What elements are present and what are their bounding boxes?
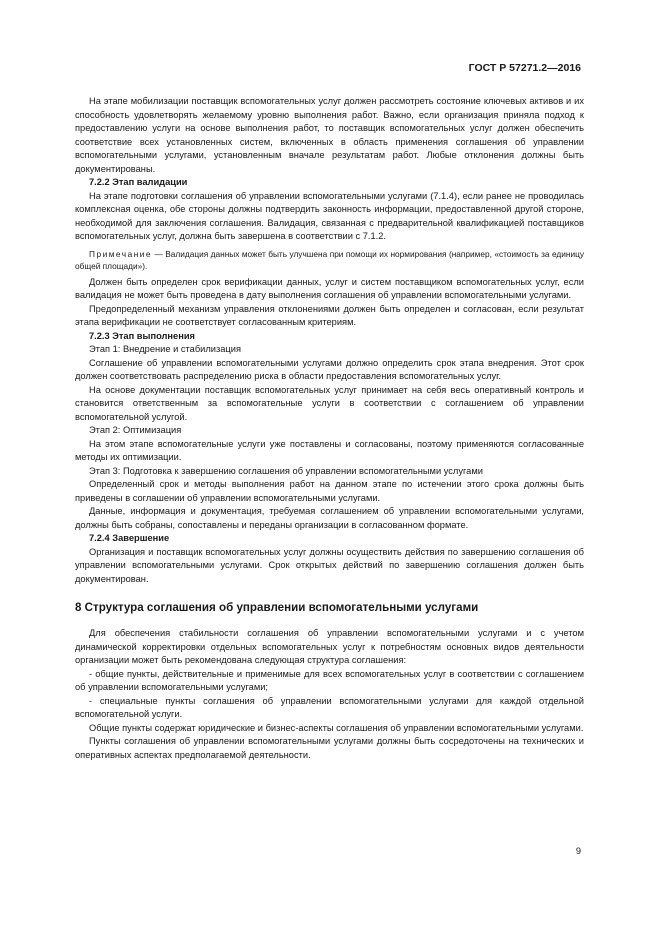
paragraph: На этапе мобилизации поставщик вспомогательных услуг должен рассмотреть состояние ключевых активов и их способность удовлетворять желаемому уровню выполнения работ. Важно, если организация приняла подход к предоставлению услуги на основе выполнения работ, то поставщик вспомогательных услуг должен обеспечить соответствие всех установленных систем, включенных в область применения соглашения об управлении вспомогательными услугами, установленным вначале результатам работ. Любые отклонения должны быть документированы.	[75, 96, 584, 174]
stage-label: Этап 1: Внедрение и стабилизация	[89, 344, 241, 354]
note-text: — Валидация данных может быть улучшена при помощи их нормирования (например, «стоимость за единицу общей площади»).	[75, 248, 584, 271]
paragraph: Организация и поставщик вспомогательных услуг должны осуществить действия по завершению соглашения об управлении вспомогательными услугами. Срок открытых действий по завершению соглашения должен быть документирован.	[75, 546, 584, 584]
section-heading-7-2-3: 7.2.3 Этап выполнения	[89, 330, 195, 341]
note	[75, 248, 584, 272]
page-number: 9	[575, 846, 581, 856]
paragraph: Должен быть определен срок верификации данных, услуг и систем поставщиком вспомогательных услуг, если валидация не может быть проведена в дату выполнения соглашения об управлении вспомогательными услугами.	[75, 276, 584, 300]
section-heading-7-2-4: 7.2.4 Завершение	[89, 533, 170, 543]
section-heading-7-2-2: 7.2.2 Этап валидации	[89, 177, 188, 187]
section-heading-8: 8 Структура соглашения об управлении вспомогательными услугами	[75, 601, 479, 614]
paragraph: На основе документации поставщик вспомогательных услуг принимает на себя весь оперативный контроль и становится ответственным за вспомогательные услуги в соответствии с соглашением об управлении вспомогательной услугой.	[75, 384, 584, 422]
paragraph: Определенный срок и методы выполнения работ на данном этапе по истечении этого срока должны быть приведены в соглашении об управлении вспомогательными услугами.	[75, 479, 584, 503]
stage-label: Этап 2: Оптимизация	[89, 425, 182, 435]
paragraph: Для обеспечения стабильности соглашения об управлении вспомогательными услугами и с учетом динамической корректировки отдельных вспомогательных услуг к потребностям основных видов деятельности организации может быть рекомендована следующая структура соглашения:	[75, 628, 584, 665]
paragraph: На этом этапе вспомогательные услуги уже поставлены и согласованы, поэтому применяются согласованные методы их оптимизации.	[75, 438, 584, 462]
list-item: - специальные пункты соглашения об управлении вспомогательными услугами для каждой отдельной вспомогательной услуги.	[75, 695, 584, 719]
paragraph: На этапе подготовки соглашения об управлении вспомогательными услугами (7.1.4), если ранее не проводилась комплексная оценка, обе стороны должны подтвердить законность информации, предоставленной другой стороне, необходимой для заключения соглашения. Валидация, связанная с предварительной квалификацией поставщиков вспомогательных услуг, должна быть завершена в соответствии с 7.1.2.	[75, 190, 584, 241]
paragraph: Предопределенный механизм управления отклонениями должен быть определен и согласован, если результат этапа верификации не соответствует согласованным критериям.	[75, 303, 584, 327]
stage-label: Этап 3: Подготовка к завершению соглашения об управлении вспомогательными услугами	[89, 465, 483, 476]
note-label: Примечание	[89, 248, 153, 259]
list-item: - общие пункты, действительные и применимые для всех вспомогательных услуг в соответствии с соглашением об управлении вспомогательными услугами;	[75, 668, 584, 692]
document-body	[75, 95, 584, 762]
paragraph: Пункты соглашения об управлении вспомогательными услугами должны быть сосредоточены на технических и оперативных аспектах предполагаемой деятельности.	[75, 736, 584, 760]
paragraph: Общие пункты содержат юридические и бизнес-аспекты соглашения об управлении вспомогательными услугами.	[89, 722, 584, 733]
paragraph: Данные, информация и документация, требуемая соглашением об управлении вспомогательными услугами, должны быть собраны, сопоставлены и переданы организации в согласованном формате.	[75, 506, 584, 530]
paragraph: Соглашение об управлении вспомогательными услугами должно определить срок этапа внедрения. Этот срок должен соответствовать распределению риска в области предоставления вспомогательных услуг.	[75, 357, 584, 381]
document-id: ГОСТ Р 57271.2—2016	[468, 62, 581, 74]
